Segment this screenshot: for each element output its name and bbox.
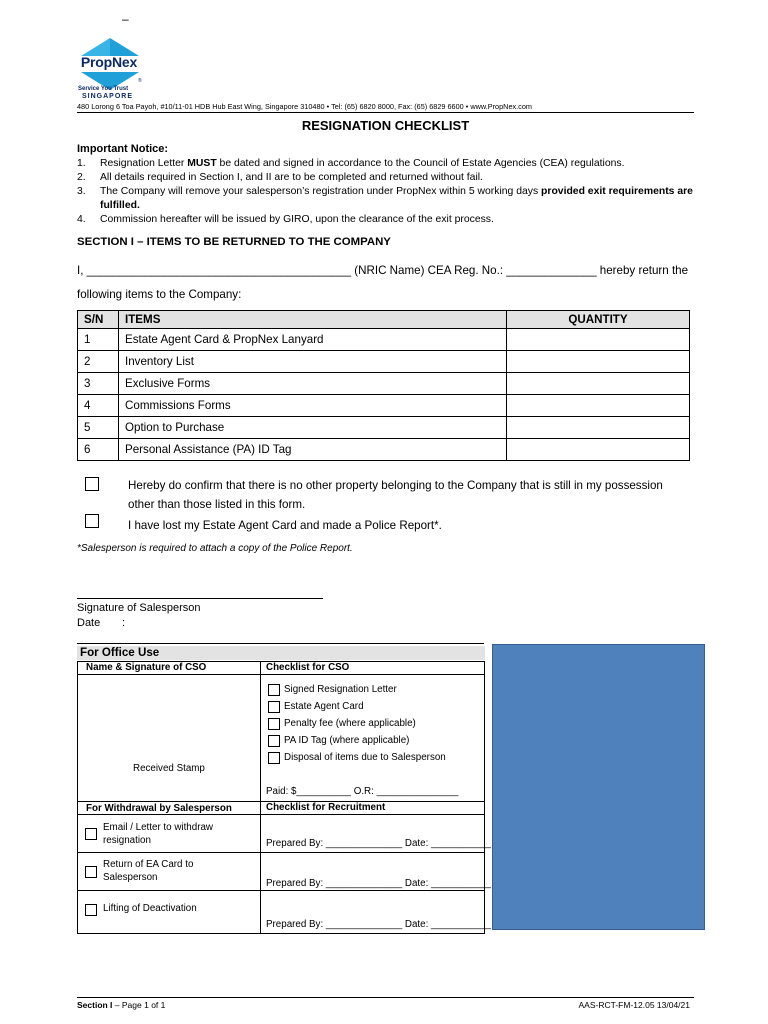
logo-brand-text: PropNex [80,54,138,70]
notice-number: 2. [77,172,86,183]
notice-text: All details required in Section I, and II are to be completed and returned without fail. [100,172,483,183]
row-quantity-field[interactable] [507,395,690,417]
row-item: Personal Assistance (PA) ID Tag [119,439,507,461]
office-divider [260,662,261,934]
row-item: Option to Purchase [119,417,507,439]
row-quantity-field[interactable] [507,439,690,461]
notice-item [77,185,697,213]
office-divider [78,852,484,853]
prepared-by-line[interactable]: Prepared By: ______________ Date: ___________ [266,878,491,889]
withdrawal-item: resignation [103,835,151,846]
logo-country: SINGAPORE [82,93,134,100]
cso-checklist-item: PA ID Tag (where applicable) [284,735,410,746]
row-sn: 3 [78,373,119,395]
declaration-line-1[interactable]: I, _________________________________________ (NRIC Name) CEA Reg. No.: ______________ hereby return the [77,264,689,277]
notice-text: Resignation Letter [100,158,188,169]
lost-card-checkbox[interactable] [85,514,99,528]
header-sn: S/N [78,311,119,329]
police-report-note: *Salesperson is required to attach a copy of the Police Report. [77,543,353,554]
signature-line[interactable] [77,598,323,599]
table-row [78,351,690,373]
office-divider [78,674,484,675]
header-dash: – [122,12,129,26]
office-rule [77,643,484,644]
notice-text: Commission hereafter will be issued by GIRO, upon the clearance of the exit process. [100,214,494,225]
notice-emphasis: provided exit requirements are fulfilled. [100,186,693,211]
header-quantity: QUANTITY [507,311,690,329]
row-item: Inventory List [119,351,507,373]
row-item: Estate Agent Card & PropNex Lanyard [119,329,507,351]
cso-checklist-header: Checklist for CSO [266,662,350,673]
withdrawal-checkbox[interactable] [85,866,97,878]
row-quantity-field[interactable] [507,373,690,395]
table-header-row [78,311,690,329]
recruitment-header: Checklist for Recruitment [266,802,386,813]
notice-number: 4. [77,214,86,225]
notice-text: be dated and signed in accordance to the Council of Estate Agencies (CEA) regulations. [216,158,625,169]
row-sn: 2 [78,351,119,373]
footer-form-code: AAS-RCT-FM-12.05 13/04/21 [578,1000,690,1010]
cso-checklist-item: Signed Resignation Letter [284,684,397,695]
row-sn: 5 [78,417,119,439]
confirm-text: Hereby do confirm that there is no other property belonging to the Company that is still in my possession other than those listed in this form. [128,479,663,511]
cso-checkbox[interactable] [268,701,280,713]
withdrawal-checkbox[interactable] [85,904,97,916]
prepared-by-line[interactable]: Prepared By: ______________ Date: ___________ [266,838,491,849]
notice-number: 1. [77,158,86,169]
items-table [77,310,690,461]
prepared-by-line[interactable]: Prepared By: ______________ Date: ___________ [266,919,491,930]
logo-tagline: Service You Trust [78,86,129,92]
cso-checkbox[interactable] [268,735,280,747]
page-title: RESIGNATION CHECKLIST [301,118,470,133]
blue-stamp-box [492,644,705,930]
footer-page-info [77,1000,165,1010]
row-sn: 1 [78,329,119,351]
notice-title: Important Notice: [77,143,169,155]
office-divider [78,890,484,891]
notice-item [77,157,697,171]
office-use-title: For Office Use [77,646,485,660]
received-stamp-label: Received Stamp [133,763,205,774]
row-sn: 6 [78,439,119,461]
footer-rule [77,997,694,998]
table-row [78,417,690,439]
row-sn: 4 [78,395,119,417]
withdrawal-item: Return of EA Card to [103,859,194,870]
cso-name-header: Name & Signature of CSO [86,662,207,673]
cso-checkbox[interactable] [268,752,280,764]
paid-line[interactable]: Paid: $__________ O.R: _______________ [266,786,459,797]
declaration-line-2: following items to the Company: [77,288,242,301]
table-row [78,373,690,395]
notice-emphasis: MUST [187,158,217,169]
cso-checkbox[interactable] [268,684,280,696]
cso-checklist-item: Penalty fee (where applicable) [284,718,416,729]
withdrawal-item: Salesperson [103,872,158,883]
withdrawal-item: Lifting of Deactivation [103,903,197,914]
confirm-checkbox[interactable] [85,477,99,491]
cso-checkbox[interactable] [268,718,280,730]
row-quantity-field[interactable] [507,351,690,373]
cso-checklist-item: Disposal of items due to Salesperson [284,752,446,763]
footer-page: – Page 1 of 1 [112,1000,166,1010]
section-title: SECTION I – ITEMS TO BE RETURNED TO THE COMPANY [77,236,391,248]
office-use-table [77,661,491,934]
notice-text: The Company will remove your salesperson’s registration under PropNex within 5 working days [100,186,542,197]
row-quantity-field[interactable] [507,417,690,439]
cso-checklist-item: Estate Agent Card [284,701,364,712]
company-address: 480 Lorong 6 Toa Payoh, #10/11-01 HDB Hub East Wing, Singapore 310480 • Tel: (65) 6820 8000, Fax: (65) 6829 6600 • www.PropNex.com [77,102,532,111]
notice-item [77,213,697,227]
date-colon: : [122,617,126,629]
notice-number: 3. [77,186,86,197]
row-quantity-field[interactable] [507,329,690,351]
lost-card-text: I have lost my Estate Agent Card and made a Police Report*. [128,519,442,532]
notice-list [77,157,697,227]
table-row [78,439,690,461]
office-divider [78,814,484,815]
withdrawal-item: Email / Letter to withdraw [103,822,213,833]
footer-section: Section I [77,1000,113,1010]
logo-registered: ® [138,78,142,84]
notice-item [77,171,697,185]
withdrawal-checkbox[interactable] [85,828,97,840]
row-item: Commissions Forms [119,395,507,417]
table-row [78,329,690,351]
date-label: Date [77,617,101,629]
header-items: ITEMS [119,311,507,329]
row-item: Exclusive Forms [119,373,507,395]
table-row [78,395,690,417]
header-rule [77,112,694,113]
withdrawal-header: For Withdrawal by Salesperson [86,803,232,814]
signature-label: Signature of Salesperson [77,602,201,614]
